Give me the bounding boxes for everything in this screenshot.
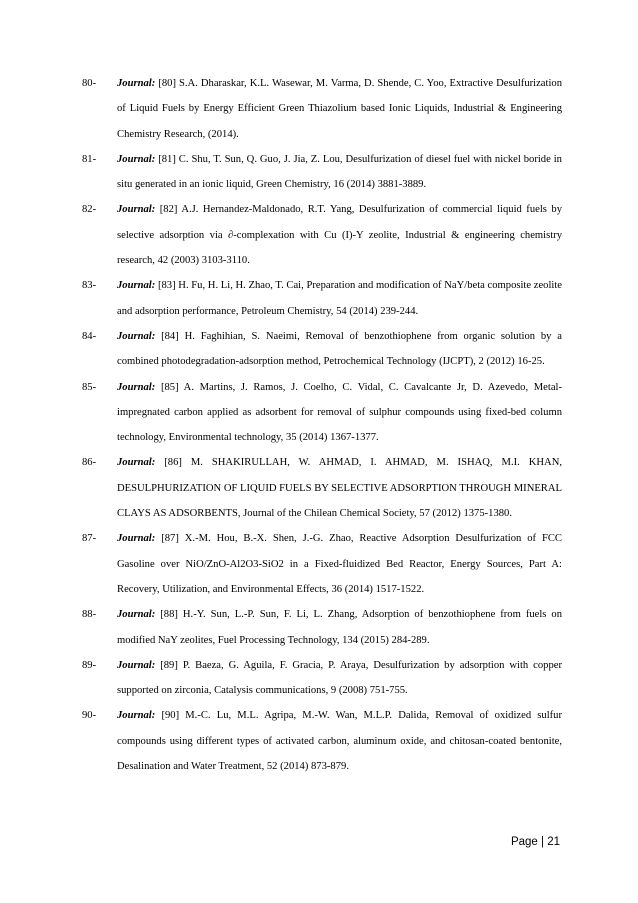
- reference-number: 81-: [82, 153, 97, 165]
- reference-label: Journal:: [117, 381, 156, 393]
- reference-number: 85-: [82, 381, 97, 393]
- reference-item: [82, 602, 562, 653]
- reference-number: 87-: [82, 533, 97, 545]
- reference-label: Journal:: [117, 710, 156, 722]
- reference-number: 89-: [82, 659, 97, 671]
- reference-label: Journal:: [117, 330, 156, 342]
- reference-item: [82, 324, 562, 375]
- reference-item: [82, 147, 562, 198]
- reference-list: [82, 71, 562, 779]
- reference-text: [88] H.-Y. Sun, L.-P. Sun, F. Li, L. Zhang, Adsorption of benzothiophene from fuels on modified NaY zeolites, Fuel Processing Technology, 134 (2015) 284-289.: [117, 609, 562, 646]
- reference-number: 80-: [82, 78, 97, 89]
- reference-number: 88-: [82, 609, 97, 621]
- reference-item: [82, 450, 562, 526]
- reference-item: [82, 703, 562, 779]
- page-number-footer: Page | 21: [510, 836, 560, 848]
- reference-label: Journal:: [117, 659, 156, 671]
- reference-text: [90] M.-C. Lu, M.L. Agripa, M.-W. Wan, M.L.P. Dalida, Removal of oxidized sulfur compounds using different types of activated carbon, aluminum oxide, and chitosan-coated bentonite, Desalination and Water Treatment, 52 (2014) 873-879.: [117, 710, 563, 773]
- reference-item: [82, 375, 562, 451]
- reference-item: [82, 653, 562, 704]
- reference-label: Journal:: [117, 153, 156, 165]
- reference-number: 90-: [82, 710, 97, 722]
- reference-label: Journal:: [117, 204, 156, 216]
- reference-label: Journal:: [117, 609, 156, 621]
- reference-label: Journal:: [117, 78, 156, 89]
- reference-text: [89] P. Baeza, G. Aguila, F. Gracia, P. Araya, Desulfurization by adsorption with copper supported on zirconia, Catalysis communications, 9 (2008) 751-755.: [117, 659, 562, 697]
- reference-text: [87] X.-M. Hou, B.-X. Shen, J.-G. Zhao, Reactive Adsorption Desulfurization of FCC Gasoline over NiO/ZnO-Al2O3-SiO2 in a Fixed-fluidized Bed Reactor, Energy Sources, Part A: Recovery, Utilization, and Environmental Effects, 36 (2014) 1517-1522.: [117, 533, 562, 595]
- reference-label: Journal:: [117, 533, 156, 545]
- reference-text: [80] S.A. Dharaskar, K.L. Wasewar, M. Varma, D. Shende, C. Yoo, Extractive Desulfurization of Liquid Fuels by Energy Efficient Green Thiazolium based Ionic Liquids, Industrial & Engineering Chemistry Research, (2014).: [117, 78, 562, 140]
- reference-text: [85] A. Martins, J. Ramos, J. Coelho, C. Vidal, C. Cavalcante Jr, D. Azevedo, Metal-impregnated carbon applied as adsorbent for removal of sulphur compounds using fixed-bed column technology, Environmental technology, 35 (2014) 1367-1377.: [117, 381, 562, 444]
- reference-label: Journal:: [117, 457, 156, 469]
- reference-number: 82-: [82, 204, 97, 216]
- reference-number: 83-: [82, 280, 97, 292]
- reference-text: [82] A.J. Hernandez-Maldonado, R.T. Yang, Desulfurization of commercial liquid fuels by selective adsorption via ∂-complexation with Cu (I)-Y zeolite, Industrial & engineering chemistry research, 42 (2003) 3103-3110.: [117, 204, 562, 267]
- reference-label: Journal:: [117, 280, 156, 292]
- reference-item: [82, 71, 562, 147]
- reference-number: 84-: [82, 330, 97, 342]
- reference-number: 86-: [82, 457, 97, 469]
- reference-item: [82, 526, 562, 602]
- reference-text: [81] C. Shu, T. Sun, Q. Guo, J. Jia, Z. Lou, Desulfurization of diesel fuel with nickel boride in situ generated in an ionic liquid, Green Chemistry, 16 (2014) 3881-3889.: [117, 153, 562, 191]
- reference-item: [82, 273, 562, 324]
- reference-text: [84] H. Faghihian, S. Naeimi, Removal of benzothiophene from organic solution by a combined photodegradation-adsorption method, Petrochemical Technology (IJCPT), 2 (2012) 16-25.: [117, 330, 562, 368]
- reference-text: [86] M. SHAKIRULLAH, W. AHMAD, I. AHMAD, M. ISHAQ, M.I. KHAN, DESULPHURIZATION OF LIQUID FUELS BY SELECTIVE ADSORPTION THROUGH MINERAL CLAYS AS ADSORBENTS, Journal of the Chilean Chemical Society, 57 (2012) 1375-1380.: [117, 457, 562, 520]
- reference-item: [82, 197, 562, 273]
- reference-text: [83] H. Fu, H. Li, H. Zhao, T. Cai, Preparation and modification of NaY/beta composite zeolite and adsorption performance, Petroleum Chemistry, 54 (2014) 239-244.: [117, 280, 562, 317]
